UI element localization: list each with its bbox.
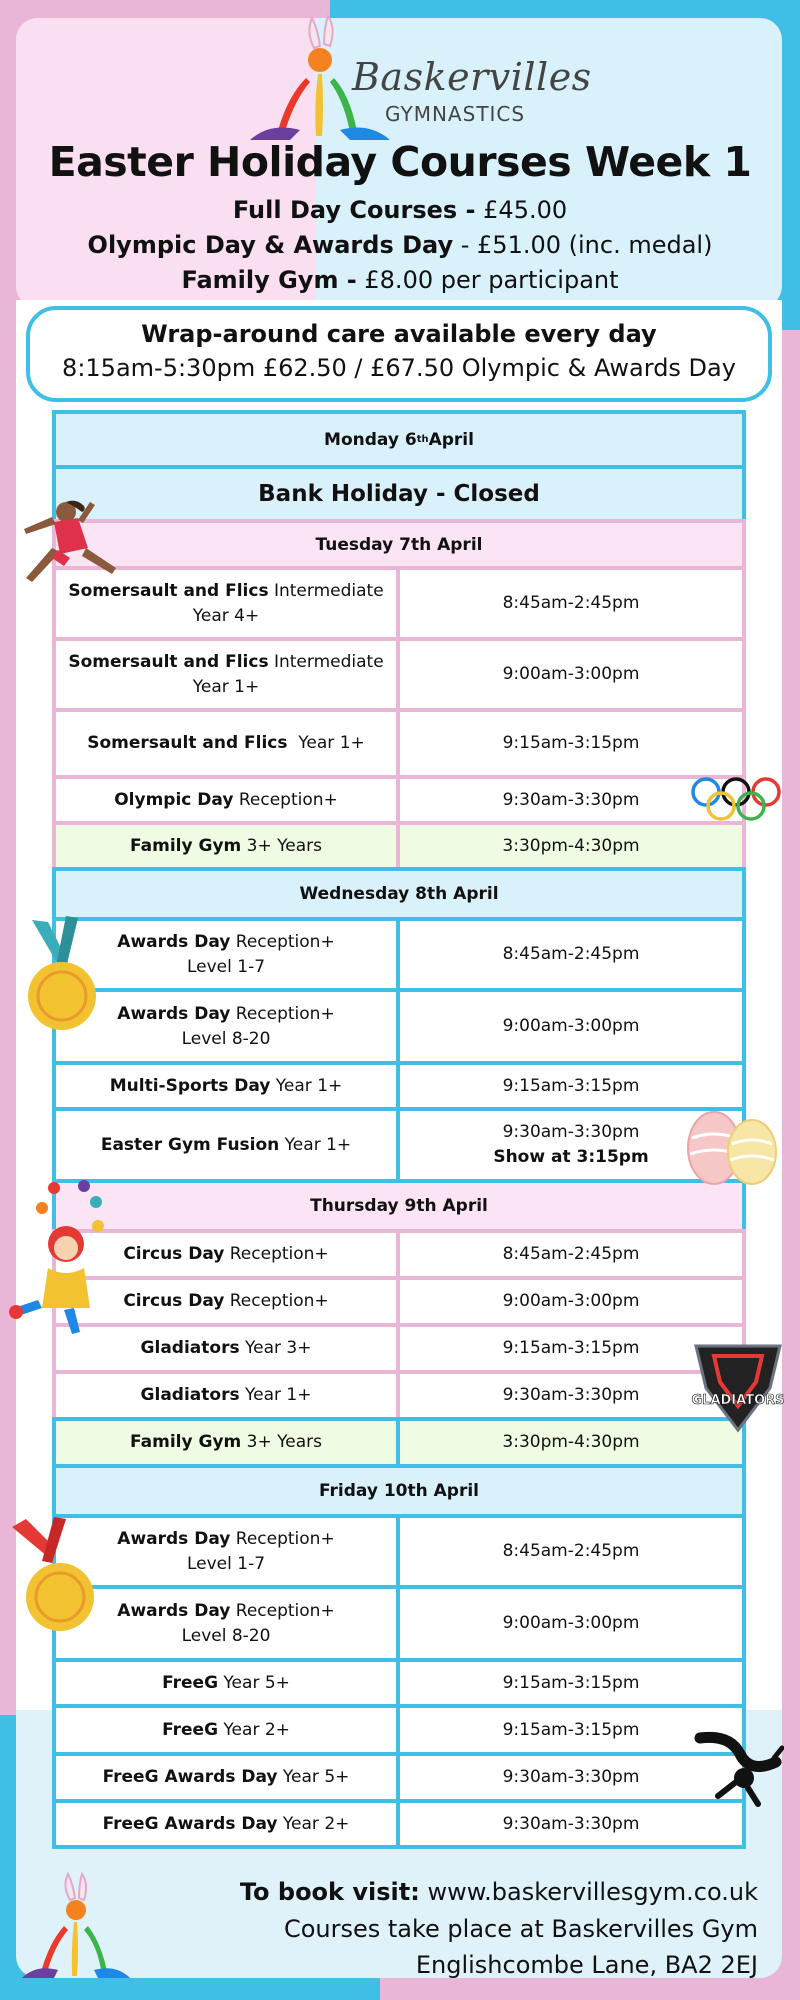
olympic-rings-icon <box>690 774 782 824</box>
price-full-day: Full Day Courses - £45.00 <box>232 196 568 224</box>
svg-text:GLADIATORS: GLADIATORS <box>691 1393 785 1408</box>
easter-eggs-icon <box>680 1108 782 1188</box>
table-row: Somersault and Flics Intermediate Year 1+ 9:00am-3:00pm <box>52 637 746 708</box>
table-row: Family Gym 3+ Years 3:30pm-4:30pm <box>52 821 746 867</box>
table-row: FreeG Year 5+ 9:15am-3:15pm <box>52 1658 746 1704</box>
booking-url[interactable]: www.baskervillesgym.co.uk <box>419 1878 758 1906</box>
price-family-gym: Family Gym - £8.00 per participant <box>181 266 619 294</box>
table-row: Awards Day Reception+ Level 1-7 8:45am-2:45pm <box>52 1514 746 1585</box>
table-row: Gladiators Year 3+ 9:15am-3:15pm <box>52 1323 746 1370</box>
schedule-table <box>52 410 746 1849</box>
logo-subtitle: GYMNASTICS <box>385 102 526 126</box>
page-title: Easter Holiday Courses Week 1 <box>48 138 752 186</box>
table-row: Circus Day Reception+ 8:45am-2:45pm <box>52 1229 746 1276</box>
table-row: Awards Day Reception+ Level 8-20 9:00am-3:00pm <box>52 1585 746 1658</box>
price-olympic-awards: Olympic Day & Awards Day - £51.00 (inc. medal) <box>87 231 713 259</box>
table-row: FreeG Year 2+ 9:15am-3:15pm <box>52 1704 746 1752</box>
table-row: Olympic Day Reception+ 9:30am-3:30pm <box>52 775 746 821</box>
table-row: Somersault and Flics Year 1+ 9:15am-3:15pm <box>52 708 746 775</box>
medal-icon <box>26 912 102 1032</box>
table-row: Multi-Sports Day Year 1+ 9:15am-3:15pm <box>52 1061 746 1107</box>
day-header-monday: Monday 6 th April <box>52 410 746 465</box>
gymnast-flip-icon <box>688 1718 784 1808</box>
table-row: Awards Day Reception+ Level 8-20 9:00am-3:00pm <box>52 988 746 1061</box>
juggling-clown-icon <box>4 1178 104 1336</box>
gymnast-leaping-icon <box>14 492 130 598</box>
table-row: Easter Gym Fusion Year 1+ 9:30am-3:30pm Show at 3:15pm <box>52 1107 746 1179</box>
day-header-tuesday: Tuesday 7th April <box>52 519 746 566</box>
day-header-friday: Friday 10th April <box>52 1464 746 1514</box>
table-row: FreeG Awards Day Year 5+ 9:30am-3:30pm <box>52 1752 746 1799</box>
day-header-wednesday: Wednesday 8th April <box>52 867 746 917</box>
day-header-thursday: Thursday 9th April <box>52 1179 746 1229</box>
wrap-around-times: 8:15am-5:30pm £62.50 / £67.50 Olympic & Awards Day <box>62 354 736 382</box>
table-row: Family Gym 3+ Years 3:30pm-4:30pm <box>52 1417 746 1464</box>
wrap-around-care-box <box>26 306 772 402</box>
gladiators-logo-icon <box>686 1340 790 1434</box>
table-row: Awards Day Reception+ Level 1-7 8:45am-2:45pm <box>52 917 746 988</box>
booking-line: To book visit: www.baskervillesgym.co.uk <box>239 1878 758 1906</box>
logo-name: Baskervilles <box>352 55 592 99</box>
table-row: Somersault and Flics Intermediate Year 4+ 8:45am-2:45pm <box>52 566 746 637</box>
address-line: Englishcombe Lane, BA2 2EJ <box>415 1951 758 1979</box>
table-row: Circus Day Reception+ 9:00am-3:00pm <box>52 1276 746 1323</box>
table-row: FreeG Awards Day Year 2+ 9:30am-3:30pm <box>52 1799 746 1845</box>
medal-icon <box>10 1515 94 1641</box>
table-bottom-border <box>52 1845 746 1849</box>
bunny-logo-small-icon <box>22 1870 134 1982</box>
table-row: Gladiators Year 1+ 9:30am-3:30pm <box>52 1370 746 1417</box>
venue-line: Courses take place at Baskervilles Gym <box>283 1915 758 1943</box>
wrap-around-title: Wrap-around care available every day <box>141 320 657 348</box>
bank-holiday-closed: Bank Holiday - Closed <box>52 465 746 519</box>
